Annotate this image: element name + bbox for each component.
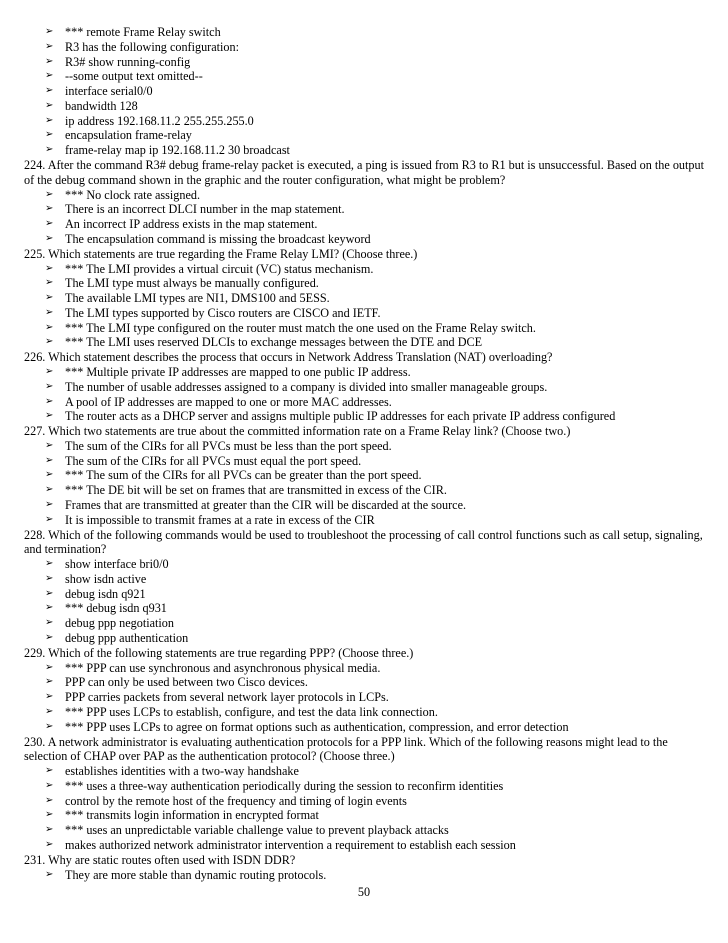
bullet-arrow-icon: ➢ [45,292,54,304]
bullet-arrow-icon: ➢ [45,838,54,850]
answer-option [24,55,714,70]
bullet-arrow-icon: ➢ [45,55,54,67]
option-label: R3 has the following configuration: [65,39,239,54]
option-label: *** The DE bit will be set on frames that are transmitted in excess of the CIR. [65,483,447,498]
option-label: encapsulation frame-relay [65,128,192,143]
answer-option [24,720,714,735]
option-label: The router acts as a DHCP server and assigns multiple public IP addresses for each private IP address configured [65,409,616,424]
answer-option [24,306,714,321]
option-label: *** The LMI provides a virtual circuit (VC) status mechanism. [65,261,374,276]
question-text [24,247,714,262]
answer-option [24,454,714,469]
question-label: 229. Which of the following statements are true regarding PPP? (Choose three.) [24,645,414,660]
answer-option [24,202,714,217]
option-label: *** debug isdn q931 [65,601,167,616]
question-text [24,158,714,188]
bullet-arrow-icon: ➢ [45,114,54,126]
option-label: R3# show running-config [65,54,191,69]
page-content [24,25,714,882]
answer-option [24,557,714,572]
answer-option [24,365,714,380]
question-text [24,424,714,439]
answer-option [24,69,714,84]
bullet-arrow-icon: ➢ [45,40,54,52]
option-label: It is impossible to transmit frames at a rate in excess of the CIR [65,512,375,527]
bullet-arrow-icon: ➢ [45,410,54,422]
option-label: makes authorized network administrator intervention a requirement to establish each session [65,837,516,852]
bullet-arrow-icon: ➢ [45,602,54,614]
bullet-arrow-icon: ➢ [45,439,54,451]
question-label: 230. A network administrator is evaluating authentication protocols for a PPP link. Which of the following reasons might lead to the selection of CHAP over PAP as the authentication protocol? (Choose three.) [24,734,668,764]
answer-option [24,84,714,99]
answer-option [24,217,714,232]
answer-option [24,380,714,395]
option-label: control by the remote host of the frequency and timing of login events [65,793,407,808]
option-label: PPP can only be used between two Cisco devices. [65,675,308,690]
option-label: *** uses a three-way authentication periodically during the session to reconfirm identities [65,778,504,793]
option-label: The LMI types supported by Cisco routers are CISCO and IETF. [65,305,381,320]
option-label: The sum of the CIRs for all PVCs must equal the port speed. [65,453,362,468]
bullet-arrow-icon: ➢ [45,484,54,496]
bullet-arrow-icon: ➢ [45,277,54,289]
bullet-arrow-icon: ➢ [45,765,54,777]
answer-option [24,661,714,676]
answer-option [24,128,714,143]
answer-option [24,572,714,587]
question-label: 225. Which statements are true regarding the Frame Relay LMI? (Choose three.) [24,246,418,261]
bullet-arrow-icon: ➢ [45,676,54,688]
question-text [24,350,714,365]
question-label: 226. Which statement describes the process that occurs in Network Address Translation (NAT) overloading? [24,350,553,365]
bullet-arrow-icon: ➢ [45,99,54,111]
question-label: 231. Why are static routes often used with ISDN DDR? [24,852,296,867]
answer-option [24,808,714,823]
question-label: 224. After the command R3# debug frame-relay packet is executed, a ping is issued from R3 to R1 but is unsuccessful. Based on the output of the debug command shown in the graphic and the router configuration, what might be problem? [24,158,704,187]
answer-option [24,276,714,291]
answer-option [24,291,714,306]
bullet-arrow-icon: ➢ [45,262,54,274]
answer-option [24,631,714,646]
bullet-arrow-icon: ➢ [45,144,54,156]
bullet-arrow-icon: ➢ [45,794,54,806]
option-label: An incorrect IP address exists in the map statement. [65,217,318,232]
answer-option [24,335,714,350]
answer-option [24,498,714,513]
option-label: There is an incorrect DLCI number in the map statement. [65,202,345,217]
option-label: show isdn active [65,571,147,586]
page-number: 50 [357,885,371,899]
bullet-arrow-icon: ➢ [45,203,54,215]
bullet-arrow-icon: ➢ [45,336,54,348]
option-label: frame-relay map ip 192.168.11.2 30 broadcast [65,143,290,158]
answer-option [24,321,714,336]
bullet-arrow-icon: ➢ [45,661,54,673]
bullet-arrow-icon: ➢ [45,691,54,703]
answer-option [24,779,714,794]
bullet-arrow-icon: ➢ [45,218,54,230]
option-label: *** PPP can use synchronous and asynchronous physical media. [65,660,381,675]
bullet-arrow-icon: ➢ [45,558,54,570]
answer-option [24,868,714,883]
answer-option [24,25,714,40]
option-label: bandwidth 128 [65,98,138,113]
bullet-arrow-icon: ➢ [45,513,54,525]
option-label: *** transmits login information in encrypted format [65,808,319,823]
option-label: *** The LMI type configured on the router must match the one used on the Frame Relay switch. [65,320,536,335]
option-label: Frames that are transmitted at greater than the CIR will be discarded at the source. [65,498,467,512]
answer-option [24,838,714,853]
answer-option [24,601,714,616]
answer-option [24,823,714,838]
answer-option [24,764,714,779]
bullet-arrow-icon: ➢ [45,85,54,97]
option-label: The number of usable addresses assigned to a company is divided into smaller manageable groups. [65,379,548,394]
answer-option [24,143,714,158]
option-label: *** uses an unpredictable variable challenge value to prevent playback attacks [65,823,449,838]
option-label: The available LMI types are NI1, DMS100 and 5ESS. [65,291,330,306]
option-label: ip address 192.168.11.2 255.255.255.0 [65,113,254,128]
bullet-arrow-icon: ➢ [45,705,54,717]
option-label: They are more stable than dynamic routing protocols. [65,867,327,882]
bullet-arrow-icon: ➢ [45,26,54,37]
question-text [24,735,714,765]
option-label: A pool of IP addresses are mapped to one or more MAC addresses. [65,394,392,409]
answer-option [24,99,714,114]
answer-option [24,513,714,528]
option-label: debug ppp negotiation [65,616,174,631]
answer-option [24,468,714,483]
question-label: 228. Which of the following commands would be used to troubleshoot the processing of call control functions such as call setup, signaling, and termination? [24,527,703,557]
answer-option [24,483,714,498]
answer-option [24,690,714,705]
bullet-arrow-icon: ➢ [45,720,54,732]
answer-option [24,409,714,424]
option-label: *** PPP uses LCPs to agree on format options such as authentication, compression, and error detection [65,719,569,734]
bullet-arrow-icon: ➢ [45,499,54,510]
bullet-arrow-icon: ➢ [45,572,54,584]
bullet-arrow-icon: ➢ [45,868,54,880]
answer-option [24,232,714,247]
bullet-arrow-icon: ➢ [45,824,54,836]
answer-option [24,705,714,720]
answer-option [24,587,714,602]
bullet-arrow-icon: ➢ [45,587,54,599]
question-text [24,646,714,661]
answer-option [24,439,714,454]
bullet-arrow-icon: ➢ [45,395,54,407]
bullet-arrow-icon: ➢ [45,380,54,392]
option-label: *** The LMI uses reserved DLCIs to exchange messages between the DTE and DCE [65,335,483,350]
bullet-arrow-icon: ➢ [45,779,54,791]
option-label: *** No clock rate assigned. [65,187,201,202]
option-label: The encapsulation command is missing the broadcast keyword [65,231,371,246]
bullet-arrow-icon: ➢ [45,469,54,481]
question-label: 227. Which two statements are true about the committed information rate on a Frame Relay link? (Choose two.) [24,424,571,439]
option-label: PPP carries packets from several network layer protocols in LCPs. [65,690,389,705]
answer-option [24,675,714,690]
option-label: *** PPP uses LCPs to establish, configure, and test the data link connection. [65,704,438,719]
option-label: --some output text omitted-- [65,69,203,84]
option-label: The sum of the CIRs for all PVCs must be less than the port speed. [65,438,392,453]
option-label: *** remote Frame Relay switch [65,25,221,39]
answer-option [24,114,714,129]
bullet-arrow-icon: ➢ [45,306,54,318]
option-label: *** The sum of the CIRs for all PVCs can be greater than the port speed. [65,468,422,483]
answer-option [24,40,714,55]
bullet-arrow-icon: ➢ [45,321,54,333]
option-label: debug ppp authentication [65,631,189,646]
option-label: *** Multiple private IP addresses are mapped to one public IP address. [65,364,411,379]
question-text [24,528,714,558]
answer-option [24,794,714,809]
option-label: show interface bri0/0 [65,557,169,572]
option-label: The LMI type must always be manually configured. [65,276,319,291]
bullet-arrow-icon: ➢ [45,454,54,466]
option-label: establishes identities with a two-way handshake [65,764,299,779]
bullet-arrow-icon: ➢ [45,232,54,244]
answer-option [24,262,714,277]
answer-option [24,616,714,631]
question-text [24,853,714,868]
answer-option [24,188,714,203]
option-label: debug isdn q921 [65,586,146,601]
bullet-arrow-icon: ➢ [45,809,54,821]
bullet-arrow-icon: ➢ [45,70,54,82]
option-label: interface serial0/0 [65,84,153,99]
bullet-arrow-icon: ➢ [45,129,54,141]
bullet-arrow-icon: ➢ [45,617,54,629]
bullet-arrow-icon: ➢ [45,632,54,644]
bullet-arrow-icon: ➢ [45,188,54,200]
bullet-arrow-icon: ➢ [45,365,54,377]
answer-option [24,395,714,410]
